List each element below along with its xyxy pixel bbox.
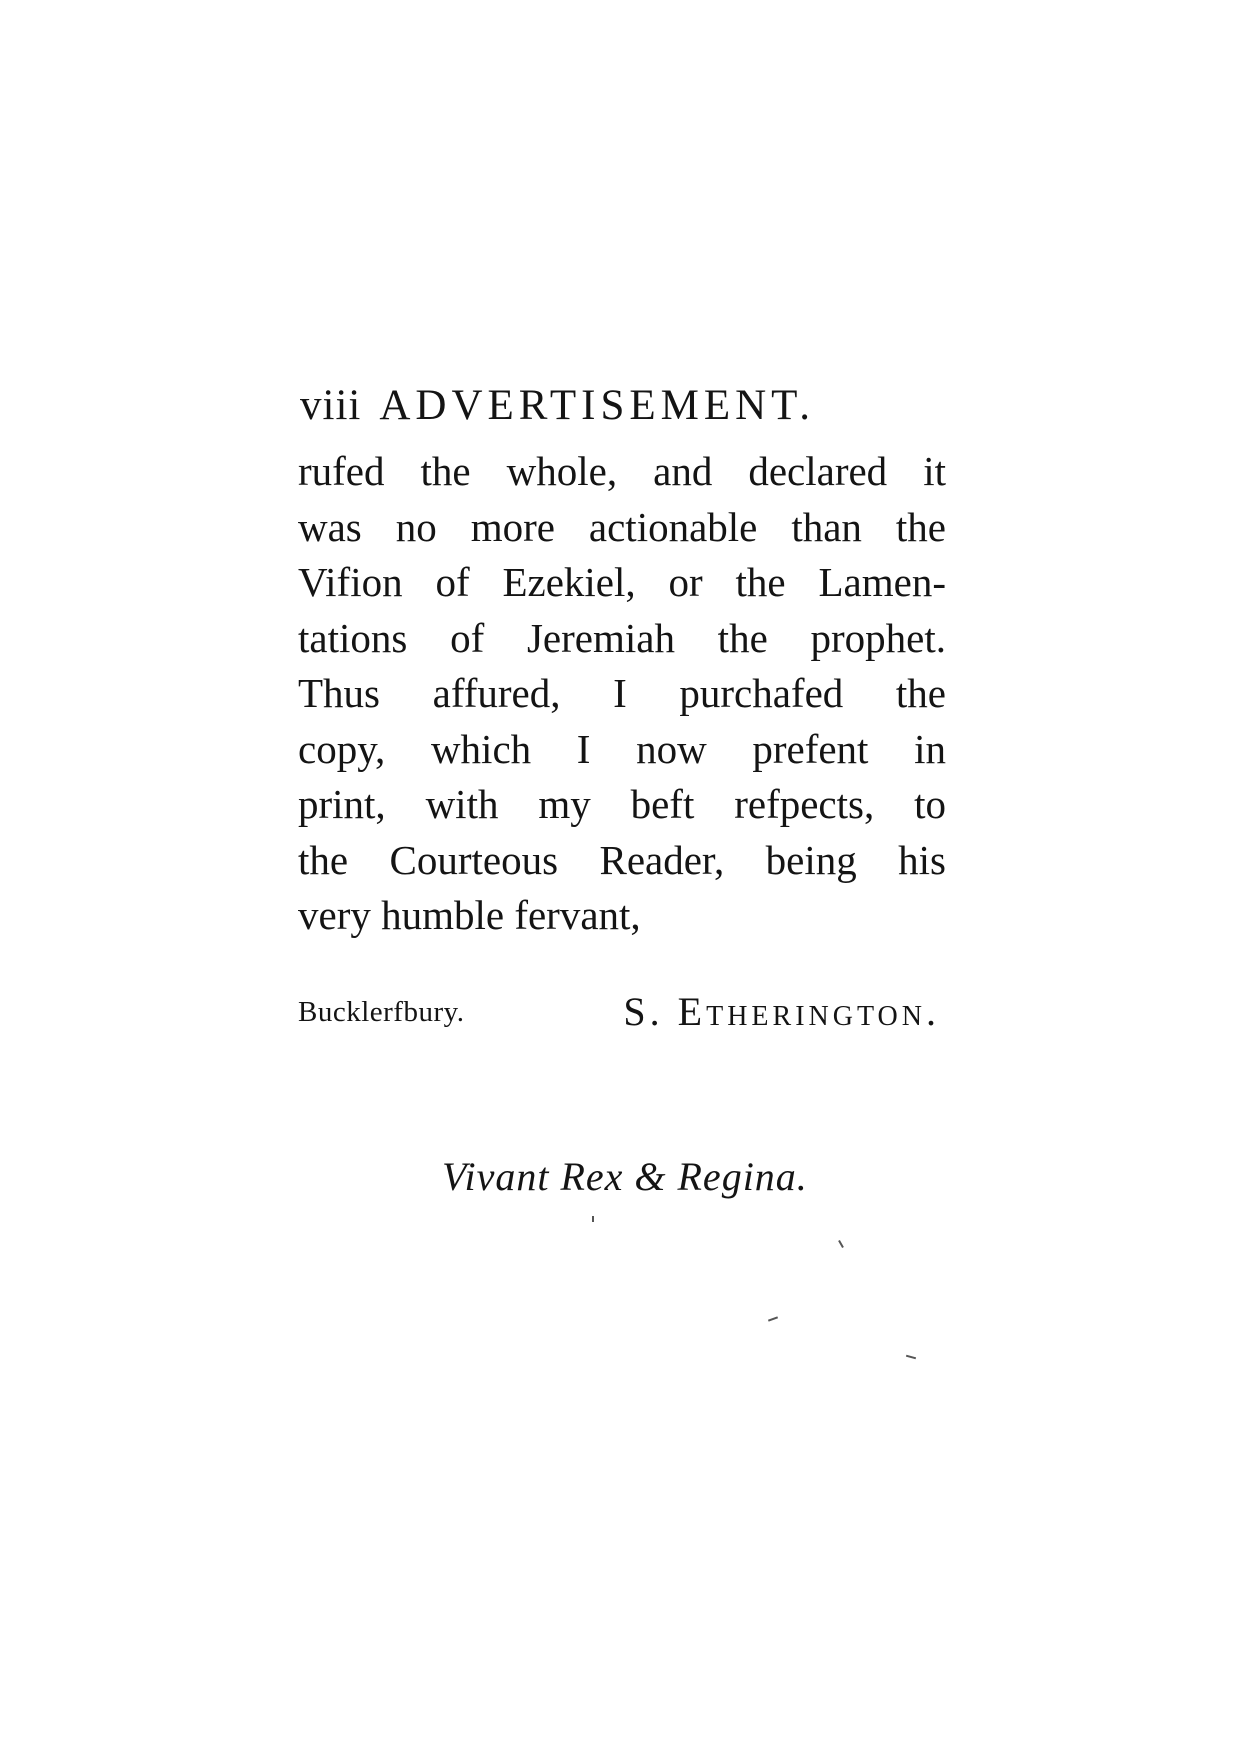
text-line: the Courteous Reader, being his [298,836,946,883]
text-line: Thus affured, I purchafed the [298,670,946,716]
page-heading: ADVERTISEMENT. [379,382,816,429]
running-head [300,378,940,434]
text-line: copy, which I now prefent in [298,725,946,772]
text-line: very humble fervant, [298,892,641,938]
print-speck [592,1216,594,1222]
signature-place: Bucklerfbury. [298,996,465,1028]
text-line: was no more actionable than the [298,503,946,550]
closing-motto: Vivant Rex & Regina. [442,1154,808,1199]
page-number: viii [300,382,362,429]
signature-name: S. Etherington. [623,989,940,1034]
print-speck [768,1316,778,1321]
signature-block [298,986,946,1046]
print-speck [906,1355,916,1360]
text-line: rufed the whole, and declared it [298,448,946,494]
text-line: tations of Jeremiah the prophet. [298,614,946,661]
print-speck [838,1240,844,1248]
body-text [298,444,946,944]
text-line: Vifion of Ezekiel, or the Lamen- [298,559,946,605]
text-line: print, with my beft refpects, to [298,781,946,827]
